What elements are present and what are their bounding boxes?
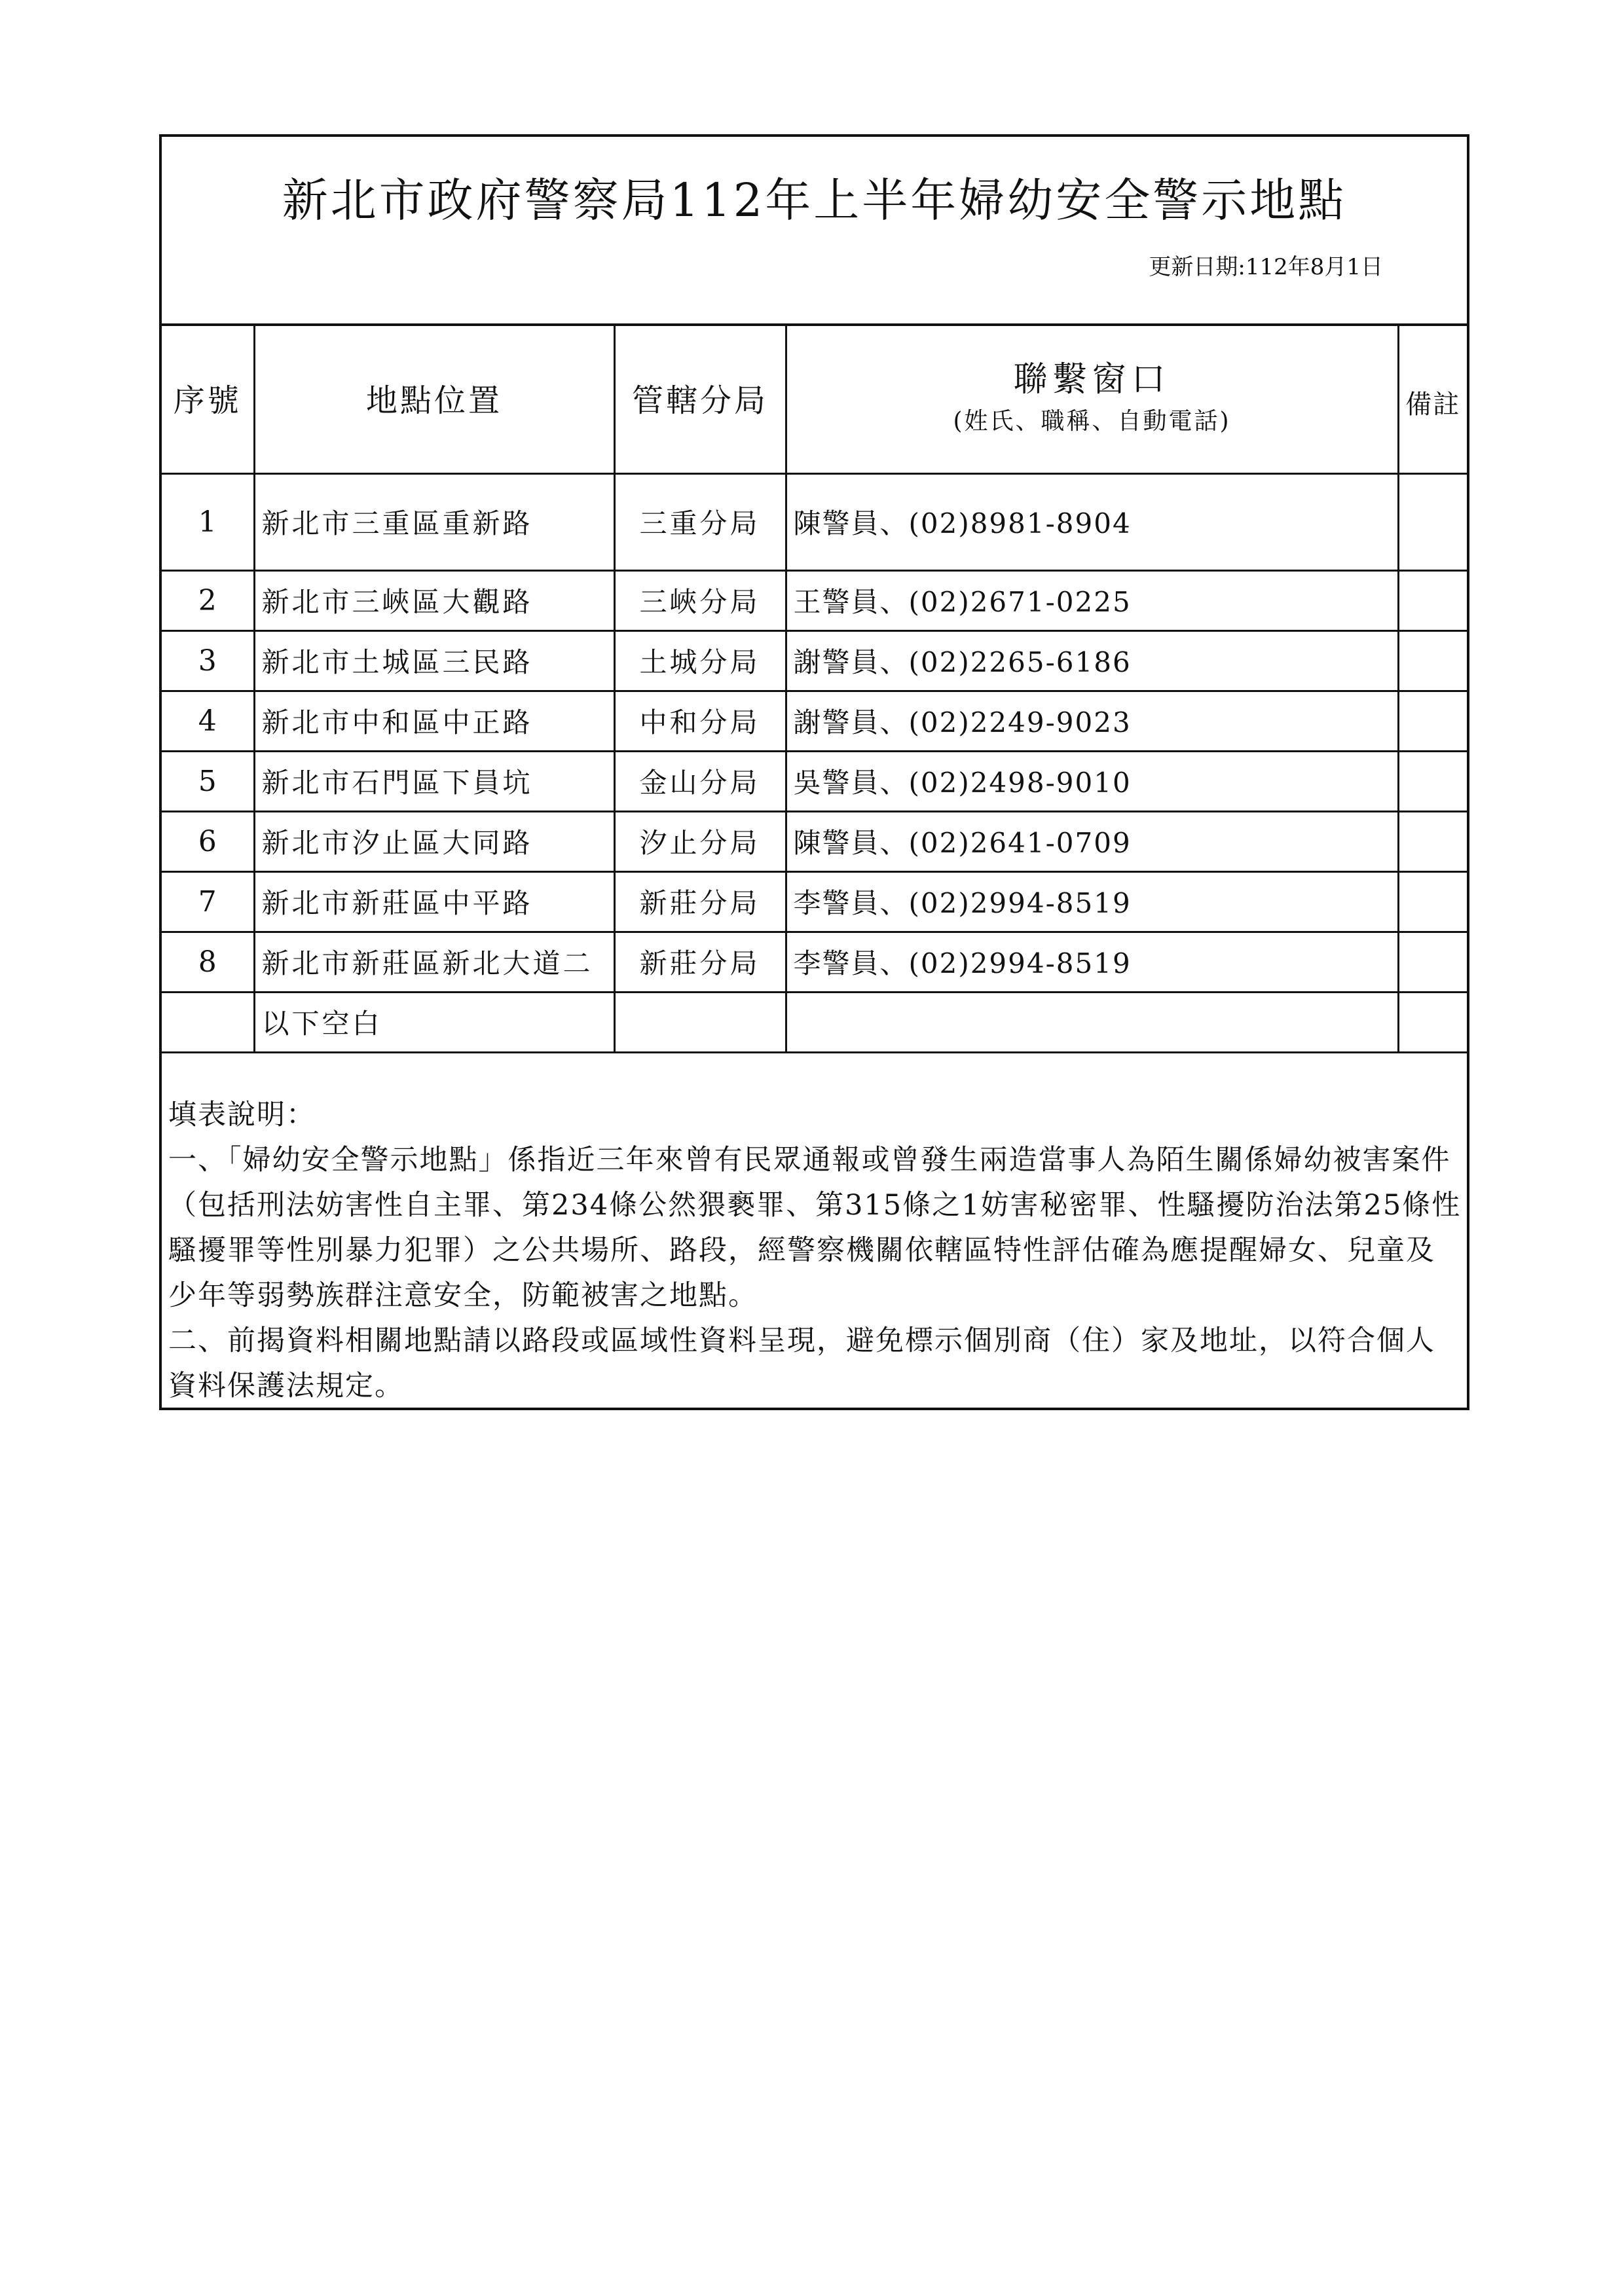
row-remarks — [1398, 630, 1467, 691]
row-no: 5 — [162, 751, 254, 811]
row-contact: 李警員、(02)2994-8519 — [786, 932, 1398, 992]
row-no: 7 — [162, 871, 254, 932]
header-remarks: 備註 — [1398, 323, 1467, 473]
instructions-item-2: 二、前揭資料相關地點請以路段或區域性資料呈現，避免標示個別商（住）家及地址，以符合個人資料保護法規定。 — [168, 1324, 1435, 1402]
row-contact: 謝警員、(02)2265-6186 — [786, 630, 1398, 691]
table-row — [162, 932, 1467, 992]
row-location: 以下空白 — [254, 992, 614, 1052]
row-remarks — [1398, 570, 1467, 630]
title-block — [162, 137, 1467, 326]
row-branch: 新莊分局 — [614, 932, 786, 992]
row-remarks — [1398, 751, 1467, 811]
instructions-section — [168, 1093, 1462, 1409]
row-contact: 吳警員、(02)2498-9010 — [786, 751, 1398, 811]
instructions-item-1: 一、「婦幼安全警示地點」係指近三年來曾有民眾通報或曾發生兩造當事人為陌生關係婦幼被害案件（包括刑法妨害性自主罪、第234條公然猥褻罪、第315條之1妨害秘密罪、性騷擾防治法第25條性騷擾罪等性別暴力犯罪）之公共場所、路段，經警察機關依轄區特性評估確為應提醒婦女、兒童及少年等弱勢族群注意安全，防範被害之地點。 — [168, 1144, 1462, 1312]
row-location: 新北市新莊區中平路 — [254, 871, 614, 932]
row-branch: 金山分局 — [614, 751, 786, 811]
row-branch: 中和分局 — [614, 691, 786, 751]
row-remarks — [1398, 691, 1467, 751]
row-location: 新北市汐止區大同路 — [254, 811, 614, 871]
header-contact-subtitle: (姓氏、職稱、自動電話) — [953, 407, 1231, 435]
row-no: 2 — [162, 570, 254, 630]
row-remarks — [1398, 473, 1467, 570]
locations-table — [162, 323, 1467, 1053]
document-frame — [159, 134, 1469, 1410]
instructions-heading: 填表說明： — [168, 1099, 316, 1131]
row-remarks — [1398, 932, 1467, 992]
row-location: 新北市土城區三民路 — [254, 630, 614, 691]
table-row — [162, 992, 1467, 1052]
header-branch: 管轄分局 — [614, 323, 786, 473]
row-location: 新北市石門區下員坑 — [254, 751, 614, 811]
row-no: 4 — [162, 691, 254, 751]
row-remarks — [1398, 992, 1467, 1052]
document-title: 新北市政府警察局112年上半年婦幼安全警示地點 — [282, 173, 1347, 227]
row-contact: 陳警員、(02)2641-0709 — [786, 811, 1398, 871]
row-remarks — [1398, 871, 1467, 932]
table-row — [162, 691, 1467, 751]
row-branch: 三峽分局 — [614, 570, 786, 630]
table-row — [162, 871, 1467, 932]
header-no: 序號 — [162, 323, 254, 473]
row-no: 3 — [162, 630, 254, 691]
row-branch: 新莊分局 — [614, 871, 786, 932]
header-location: 地點位置 — [254, 323, 614, 473]
row-branch: 汐止分局 — [614, 811, 786, 871]
row-branch: 三重分局 — [614, 473, 786, 570]
row-remarks — [1398, 811, 1467, 871]
row-no: 6 — [162, 811, 254, 871]
row-no: 1 — [162, 473, 254, 570]
table-row — [162, 751, 1467, 811]
row-location: 新北市中和區中正路 — [254, 691, 614, 751]
row-branch — [614, 992, 786, 1052]
table-header-row — [162, 323, 1467, 473]
table-row — [162, 570, 1467, 630]
table-row — [162, 473, 1467, 570]
row-contact — [786, 992, 1398, 1052]
update-date: 更新日期:112年8月1日 — [1149, 254, 1383, 280]
row-branch: 土城分局 — [614, 630, 786, 691]
row-no: 8 — [162, 932, 254, 992]
row-contact: 陳警員、(02)8981-8904 — [786, 473, 1398, 570]
table-row — [162, 630, 1467, 691]
row-contact: 王警員、(02)2671-0225 — [786, 570, 1398, 630]
table-row — [162, 811, 1467, 871]
header-contact-title: 聯繫窗口 — [1013, 359, 1171, 399]
row-location: 新北市新莊區新北大道二 — [254, 932, 614, 992]
row-contact: 李警員、(02)2994-8519 — [786, 871, 1398, 932]
row-contact: 謝警員、(02)2249-9023 — [786, 691, 1398, 751]
row-location: 新北市三重區重新路 — [254, 473, 614, 570]
header-contact — [786, 323, 1398, 473]
row-no — [162, 992, 254, 1052]
row-location: 新北市三峽區大觀路 — [254, 570, 614, 630]
